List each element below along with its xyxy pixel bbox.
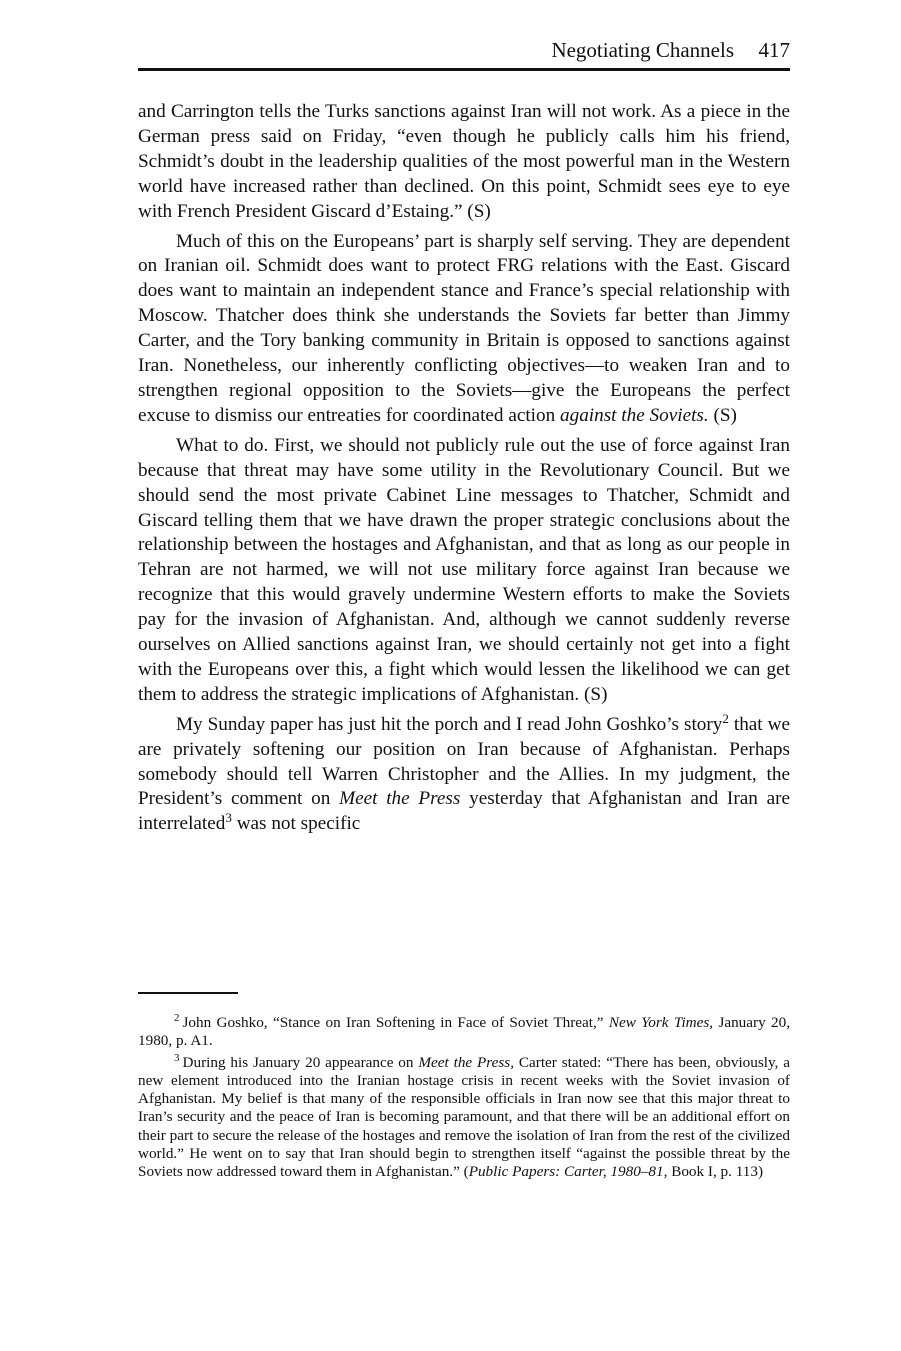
footnote-marker: 3	[174, 1051, 180, 1064]
text-run: and Carrington tells the Turks sanctions against Iran will not work. As a piece in the German press said on Friday, “even though he publicly calls him his friend, Schmidt’s doubt in the leadership qualities of the most powerful man in the Western world have increased rather than declined. On this point, Schmidt sees eye to eye with French President Giscard d’Estaing.” (S)	[138, 101, 790, 222]
paragraph	[138, 710, 791, 838]
running-header	[138, 38, 790, 70]
text-run: During his January 20 appearance on	[179, 1053, 419, 1071]
text-run: January 20, 1980, p. A1.	[138, 1014, 791, 1050]
footnote	[138, 1051, 791, 1182]
footnotes	[138, 1011, 791, 1185]
text-run: Book I, p. 113)	[667, 1163, 764, 1181]
footnote-marker: 2	[722, 710, 729, 726]
footnote-marker: 2	[174, 1011, 180, 1024]
text-run: that we are privately softening our position on Iran because of Afghanistan. Perhaps somebody should tell Warren Christopher and the Allies. In my judgment, the President’s comment on	[138, 713, 790, 810]
footnote-rule	[138, 992, 238, 994]
text-run: My Sunday paper has just hit the porch and I read John Goshko’s story	[176, 713, 723, 735]
paragraph	[138, 230, 790, 429]
body-text	[138, 100, 790, 842]
paragraph	[138, 434, 790, 708]
text-run: Much of this on the Europeans’ part is sharply self serving. They are dependent on Iranian oil. Schmidt does want to protect FRG relations with the East. Giscard does want to maintain an independent stance and France’s special relationship with Moscow. Thatcher does think she understands the Soviets far better than Jimmy Carter, and the Tory banking community in Britain is opposed to sanctions against Iran. Nonetheless, our inherently conflicting objectives—to weaken Iran and to strengthen regional opposition to the Soviets—give the Europeans the perfect excuse to dismiss our entreaties for coordinated action	[138, 230, 790, 426]
text-run: Carter stated: “There has been, obviously, a new element introduced into the Iranian hostage crisis in recent weeks with the Soviet invasion of Afghanistan. My belief is that many of the responsible officials in Iran now see that this major threat to Iran’s security and the peace of Iran is becoming paramount, and that there will be an additional effort on their part to secure the release of the hostages and remove the isolation of Iran from the rest of the civilized world.” He went on to say that Iran should begin to strengthen itself “against the possible threat by the Soviets now addressed toward them in Afghanistan.” (	[138, 1053, 791, 1181]
header-rule	[138, 68, 790, 71]
running-title: Negotiating Channels	[551, 38, 734, 62]
text-run: What to do. First, we should not publicly rule out the use of force against Iran because that threat may have some utility in the Revolutionary Council. But we should send the most private Cabinet Line messages to Thatcher, Schmidt and Giscard telling them that we have drawn the proper strategic conclusions about the relationship between the hostages and Afghanistan, and that as long as our people in Tehran are not harmed, we will not use military force against Iran because we recognize that this would gravely undermine Western efforts to make the Soviets pay for the invasion of Afghanistan. And, although we cannot suddenly reverse ourselves on Allied sanctions against Iran, we should certainly not get into a fight with the Europeans over this, a fight which would lessen the likelihood we can get them to address the strategic implications of Afghanistan. (S)	[138, 434, 790, 705]
paragraph	[138, 100, 790, 225]
italic-text: New York Times,	[608, 1014, 714, 1031]
italic-text: against the Soviets.	[560, 404, 709, 426]
footnote	[138, 1011, 791, 1051]
text-run: was not specific	[231, 813, 361, 835]
text-run: (S)	[708, 404, 737, 426]
italic-text: Meet the Press,	[418, 1053, 515, 1071]
text-run: yesterday that Afghanistan and Iran are interrelated	[138, 788, 791, 835]
italic-text: Meet the Press	[339, 788, 461, 810]
text-run: John Goshko, “Stance on Iran Softening in Face of Soviet Threat,”	[179, 1014, 609, 1031]
page-number: 417	[758, 38, 790, 62]
italic-text: Public Papers: Carter, 1980–81,	[468, 1163, 668, 1181]
footnote-marker: 3	[225, 810, 232, 826]
